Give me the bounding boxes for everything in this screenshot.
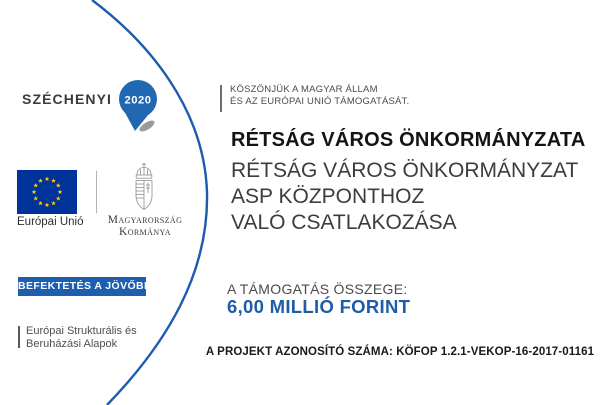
project-title-line3: VALÓ CSATLAKOZÁSA [231, 211, 457, 234]
thanks-note-line2: ÉS AZ EURÓPAI UNIÓ TÁMOGATÁSÁT. [230, 96, 410, 107]
thanks-note [230, 84, 409, 108]
project-title-line1: RÉTSÁG VÁROS ÖNKORMÁNYZAT [231, 159, 579, 182]
esif-label [26, 325, 137, 351]
thanks-vertical-bar [220, 85, 222, 112]
project-title-line2: ASP KÖZPONTHOZ [231, 185, 425, 208]
government-label-line2: Kormánya [119, 225, 171, 238]
logo-divider [96, 171, 97, 213]
szechenyi-2020-pin-icon [118, 79, 158, 133]
government-label-line1: Magyarország [107, 214, 183, 226]
esif-vertical-bar [18, 326, 20, 348]
esif-label-line1: Európai Strukturális és [26, 325, 137, 337]
eu-label: Európai Unió [17, 216, 84, 228]
project-id: A PROJEKT AZONOSÍTÓ SZÁMA: KÖFOP 1.2.1-VEKOP-16-2017-01161 [205, 346, 595, 358]
beneficiary-name: RÉTSÁG VÁROS ÖNKORMÁNYZATA [231, 129, 586, 151]
project-title [231, 158, 578, 236]
investment-banner: BEFEKTETÉS A JÖVŐBE [18, 277, 146, 296]
grant-amount-label: A TÁMOGATÁS ÖSSZEGE: [227, 281, 408, 297]
government-label [99, 215, 191, 238]
szechenyi-logo-text: SZÉCHENYI [22, 91, 113, 107]
eu-flag [17, 170, 77, 214]
szechenyi-logo-year: 2020 [124, 94, 152, 107]
grant-amount-value: 6,00 MILLIÓ FORINT [227, 296, 411, 317]
hungary-coat-of-arms-icon [132, 162, 156, 212]
eu-flag-stars [17, 170, 77, 214]
thanks-note-line1: KÖSZÖNJÜK A MAGYAR ÁLLAM [230, 84, 378, 95]
esif-label-line2: Beruházási Alapok [26, 338, 118, 350]
